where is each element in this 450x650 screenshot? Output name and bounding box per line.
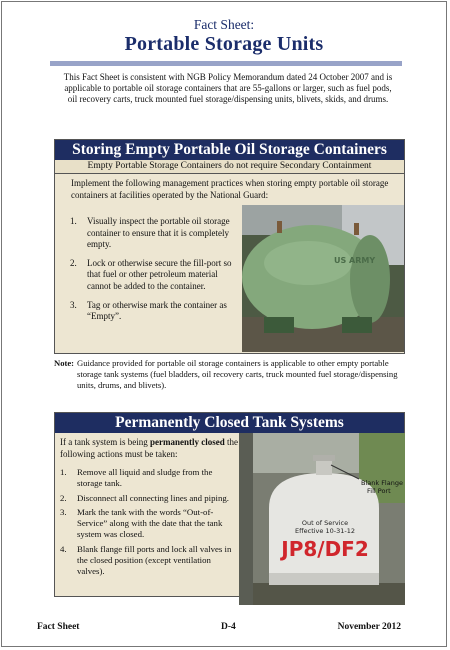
section-subtitle-empty-containers: Empty Portable Storage Containers do not require Secondary Containment bbox=[55, 160, 404, 174]
list-item bbox=[70, 300, 240, 323]
list-number: 3. bbox=[60, 506, 67, 517]
footer-doc-type: Fact Sheet bbox=[37, 622, 80, 632]
list-text: Blank flange fill ports and lock all valves in the closed position (except ventilation valves). bbox=[77, 543, 232, 577]
callout-fill-port: Fill Port bbox=[367, 487, 391, 495]
note-label: Note: bbox=[54, 358, 75, 368]
page-title: Portable Storage Units bbox=[124, 33, 324, 55]
list-number: 1. bbox=[60, 467, 67, 477]
note-text: Guidance provided for portable oil storage containers is applicable to other empty portable storage tank systems (fuel bladders, oil recovery carts, truck mounted fuel storage/dispensing units, drums, and blivets). bbox=[77, 358, 398, 390]
fuel-pod-illustration bbox=[242, 205, 404, 352]
list-number: 1. bbox=[70, 216, 77, 226]
list-item bbox=[60, 493, 235, 504]
effective-date-label: Effective 10-31-12 bbox=[295, 527, 355, 535]
list-text: Visually inspect the portable oil storage container to ensure that it is completely empty. bbox=[87, 216, 230, 250]
header-divider bbox=[50, 61, 402, 66]
intro-paragraph: This Fact Sheet is consistent with NGB Policy Memorandum dated 24 October 2007 and is applicable to portable oil storage containers that are 55-gallons or larger, such as fuel pods, oil recovery carts, truck mounted fuel storage/dispensing units, blivets, skids, and drums. bbox=[63, 72, 393, 104]
list-number: 2. bbox=[60, 492, 67, 503]
empty-containers-steps bbox=[70, 216, 240, 330]
list-item bbox=[60, 467, 235, 490]
photo-stencil-text: US ARMY bbox=[334, 256, 376, 265]
list-number: 3. bbox=[70, 299, 77, 310]
list-text: Mark the tank with the words “Out-of-Service” along with the date that the tank system was closed. bbox=[77, 506, 223, 540]
closed-tank-section bbox=[54, 412, 405, 597]
lead-text-after: the following actions must be taken: bbox=[60, 437, 238, 459]
list-number: 4. bbox=[60, 543, 67, 554]
closed-tank-illustration bbox=[239, 433, 405, 605]
note-block bbox=[54, 358, 404, 390]
list-item bbox=[60, 544, 235, 578]
section-title-closed-tanks: Permanently Closed Tank Systems bbox=[55, 413, 404, 433]
list-text: Lock or otherwise secure the fill-port so that fuel or other petroleum material cannot be added to the container. bbox=[87, 257, 232, 291]
closed-tank-photo bbox=[239, 433, 405, 605]
list-item bbox=[70, 216, 240, 251]
empty-fuel-pod-photo bbox=[242, 205, 404, 352]
list-item bbox=[70, 258, 240, 293]
section-lead-empty-containers: Implement the following management practices when storing empty portable oil storage containers at facilities operated by the National Guard: bbox=[71, 178, 389, 200]
list-item bbox=[60, 507, 235, 541]
list-number: 2. bbox=[70, 257, 77, 268]
header-kicker: Fact Sheet: bbox=[193, 17, 255, 32]
footer-page-number: D-4 bbox=[221, 622, 236, 632]
lead-text-bold: permanently closed bbox=[149, 437, 225, 447]
section-title-empty-containers: Storing Empty Portable Oil Storage Containers bbox=[55, 140, 404, 160]
out-of-service-label: Out of Service bbox=[301, 519, 349, 527]
empty-containers-section bbox=[54, 139, 405, 354]
section-lead-closed-tanks bbox=[60, 437, 238, 460]
list-text: Tag or otherwise mark the container as “Empty”. bbox=[87, 299, 227, 322]
list-text: Remove all liquid and sludge from the storage tank. bbox=[77, 467, 213, 489]
footer-date: November 2012 bbox=[337, 622, 401, 632]
callout-blank-flange: Blank Flange bbox=[361, 479, 403, 487]
fact-sheet-page bbox=[1, 1, 447, 647]
list-text: Disconnect all connecting lines and piping. bbox=[77, 492, 229, 503]
closed-tank-steps bbox=[60, 467, 235, 581]
tank-product-label: JP8/DF2 bbox=[281, 537, 369, 561]
lead-text-before: If a tank system is being bbox=[60, 437, 150, 447]
